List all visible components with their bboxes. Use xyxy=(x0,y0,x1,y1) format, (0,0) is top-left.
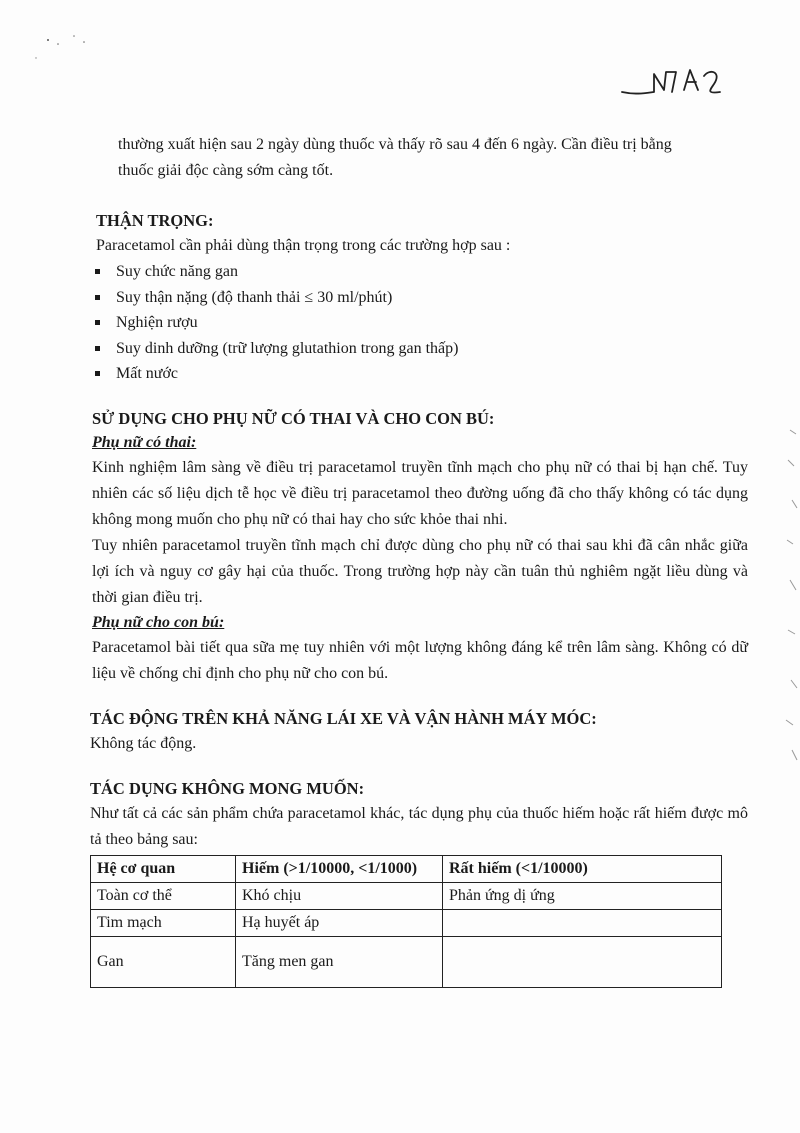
table-row xyxy=(91,909,722,936)
table-header-cell: Rất hiếm (<1/10000) xyxy=(443,855,722,882)
pregnancy-heading: SỬ DỤNG CHO PHỤ NỮ CÓ THAI VÀ CHO CON BÚ: xyxy=(92,408,495,428)
table-row xyxy=(91,936,722,987)
caution-lead: Paracetamol cần phải dùng thận trọng trong các trường hợp sau : xyxy=(96,237,511,254)
nursing-paragraph: Paracetamol bài tiết qua sữa mẹ tuy nhiên với một lượng không đáng kể trên lâm sàng. Không có dữ liệu về chống chỉ định cho phụ nữ cho con bú. xyxy=(92,638,748,682)
table-cell: Tim mạch xyxy=(91,909,236,936)
table-header-row xyxy=(91,855,722,882)
driving-text: Không tác động. xyxy=(90,734,197,752)
adverse-effects-table xyxy=(90,855,722,988)
intro-line-2: thuốc giải độc càng sớm càng tốt. xyxy=(118,162,334,179)
pregnant-subheading: Phụ nữ có thai: xyxy=(92,433,197,451)
table-cell: Tăng men gan xyxy=(236,936,443,987)
list-item: Suy dinh dưỡng (trữ lượng glutathion trong gan thấp) xyxy=(88,336,748,362)
document-body xyxy=(88,132,748,988)
driving-heading: TÁC ĐỘNG TRÊN KHẢ NĂNG LÁI XE VÀ VẬN HÀNH MÁY MÓC: xyxy=(90,708,597,728)
nursing-subheading: Phụ nữ cho con bú: xyxy=(92,613,225,631)
table-cell: Gan xyxy=(91,936,236,987)
table-cell: Khó chịu xyxy=(236,882,443,909)
table-header-cell: Hệ cơ quan xyxy=(91,855,236,882)
handwritten-signature xyxy=(618,62,728,112)
pregnant-paragraph-2: Tuy nhiên paracetamol truyền tĩnh mạch chỉ được dùng cho phụ nữ có thai sau khi đã cân nhắc giữa lợi ích và nguy cơ gây hại của thuốc. Trong trường hợp này cần tuân thủ nghiêm ngặt liều dùng và thời gian điều trị. xyxy=(92,536,748,606)
table-cell: Phản ứng dị ứng xyxy=(443,882,722,909)
scan-specks xyxy=(28,28,108,68)
list-item: Nghiện rượu xyxy=(88,310,748,336)
list-item: Suy thận nặng (độ thanh thải ≤ 30 ml/phút) xyxy=(88,285,748,311)
adverse-heading: TÁC DỤNG KHÔNG MONG MUỐN: xyxy=(90,778,365,798)
list-item: Suy chức năng gan xyxy=(88,259,748,285)
list-item: Mất nước xyxy=(88,361,748,387)
adverse-lead: Như tất cả các sản phẩm chứa paracetamol khác, tác dụng phụ của thuốc hiếm hoặc rất hiếm được mô tả theo bảng sau: xyxy=(90,804,748,848)
caution-list xyxy=(88,259,748,387)
table-cell: Hạ huyết áp xyxy=(236,909,443,936)
pregnant-paragraph-1: Kinh nghiệm lâm sàng về điều trị paracetamol truyền tĩnh mạch cho phụ nữ có thai bị hạn chế. Tuy nhiên các số liệu dịch tễ học về điều trị paracetamol theo đường uống đã cho thấy không có tác dụng không mong muốn cho phụ nữ có thai hay cho sức khỏe thai nhi. xyxy=(92,458,748,528)
intro-line-1: thường xuất hiện sau 2 ngày dùng thuốc và thấy rõ sau 4 đến 6 ngày. Cần điều trị bằng xyxy=(118,136,672,153)
table-row xyxy=(91,882,722,909)
table-cell: Toàn cơ thể xyxy=(91,882,236,909)
edge-scan-marks xyxy=(778,420,800,780)
caution-heading: THẬN TRỌNG: xyxy=(96,211,214,230)
table-header-cell: Hiếm (>1/10000, <1/1000) xyxy=(236,855,443,882)
table-cell xyxy=(443,909,722,936)
table-cell xyxy=(443,936,722,987)
